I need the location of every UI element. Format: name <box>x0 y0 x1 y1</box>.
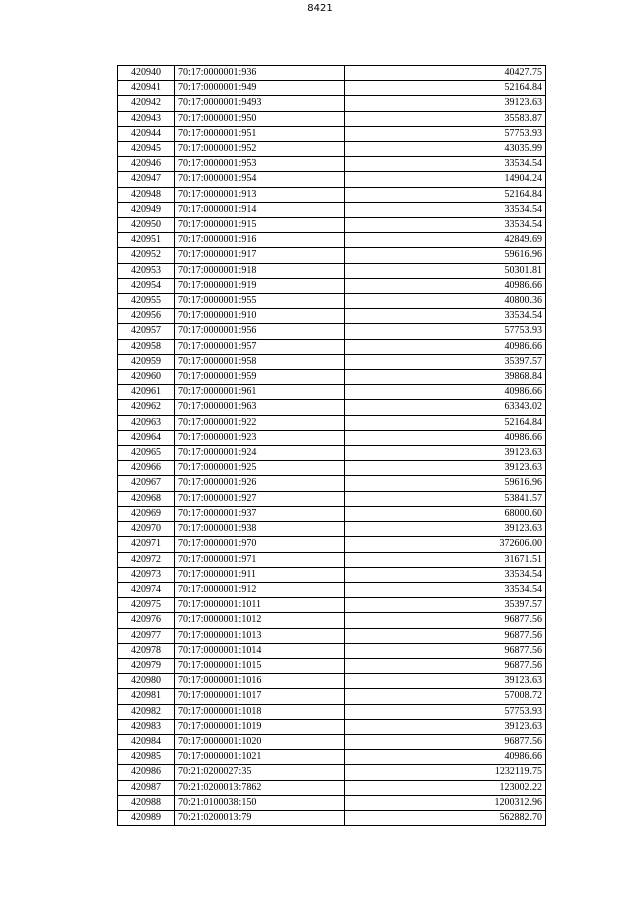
value-cell: 33534.54 <box>345 218 546 233</box>
cadastral-number-cell: 70:17:0000001:924 <box>175 446 345 461</box>
value-cell: 40427.75 <box>345 66 546 81</box>
value-cell: 57753.93 <box>345 126 546 141</box>
value-cell: 59616.96 <box>345 476 546 491</box>
table-row <box>118 187 546 202</box>
cadastral-number-cell: 70:17:0000001:1015 <box>175 658 345 673</box>
table-row <box>118 476 546 491</box>
cadastral-number-cell: 70:17:0000001:937 <box>175 506 345 521</box>
cadastral-number-cell: 70:17:0000001:915 <box>175 218 345 233</box>
row-number-cell: 420970 <box>118 522 175 537</box>
row-number-cell: 420982 <box>118 704 175 719</box>
value-cell: 35583.87 <box>345 111 546 126</box>
row-number-cell: 420980 <box>118 674 175 689</box>
row-number-cell: 420957 <box>118 324 175 339</box>
value-cell: 53841.57 <box>345 491 546 506</box>
cadastral-number-cell: 70:17:0000001:951 <box>175 126 345 141</box>
row-number-cell: 420943 <box>118 111 175 126</box>
table-row <box>118 674 546 689</box>
table-row <box>118 142 546 157</box>
row-number-cell: 420960 <box>118 370 175 385</box>
cadastral-number-cell: 70:21:0100038:150 <box>175 795 345 810</box>
row-number-cell: 420949 <box>118 202 175 217</box>
row-number-cell: 420971 <box>118 537 175 552</box>
row-number-cell: 420983 <box>118 719 175 734</box>
value-cell: 39123.63 <box>345 522 546 537</box>
row-number-cell: 420947 <box>118 172 175 187</box>
table-row <box>118 96 546 111</box>
table-row <box>118 461 546 476</box>
cadastral-number-cell: 70:17:0000001:913 <box>175 187 345 202</box>
value-cell: 50301.81 <box>345 263 546 278</box>
table-row <box>118 491 546 506</box>
table-row <box>118 430 546 445</box>
table-row <box>118 643 546 658</box>
cadastral-number-cell: 70:17:0000001:912 <box>175 582 345 597</box>
row-number-cell: 420954 <box>118 278 175 293</box>
cadastral-number-cell: 70:17:0000001:963 <box>175 400 345 415</box>
cadastral-number-cell: 70:21:0200013:7862 <box>175 780 345 795</box>
row-number-cell: 420968 <box>118 491 175 506</box>
value-cell: 96877.56 <box>345 734 546 749</box>
row-number-cell: 420969 <box>118 506 175 521</box>
value-cell: 33534.54 <box>345 157 546 172</box>
row-number-cell: 420976 <box>118 613 175 628</box>
value-cell: 123002.22 <box>345 780 546 795</box>
cadastral-number-cell: 70:17:0000001:971 <box>175 552 345 567</box>
table-row <box>118 324 546 339</box>
value-cell: 52164.84 <box>345 415 546 430</box>
cadastral-number-cell: 70:17:0000001:952 <box>175 142 345 157</box>
row-number-cell: 420977 <box>118 628 175 643</box>
table-row <box>118 628 546 643</box>
value-cell: 96877.56 <box>345 613 546 628</box>
cadastral-number-cell: 70:17:0000001:953 <box>175 157 345 172</box>
row-number-cell: 420940 <box>118 66 175 81</box>
cadastral-number-cell: 70:17:0000001:919 <box>175 278 345 293</box>
row-number-cell: 420945 <box>118 142 175 157</box>
table-row <box>118 218 546 233</box>
table-row <box>118 309 546 324</box>
table-row <box>118 385 546 400</box>
cadastral-number-cell: 70:17:0000001:1021 <box>175 750 345 765</box>
value-cell: 57753.93 <box>345 324 546 339</box>
table-row <box>118 613 546 628</box>
row-number-cell: 420961 <box>118 385 175 400</box>
cadastral-number-cell: 70:21:0200027:35 <box>175 765 345 780</box>
row-number-cell: 420963 <box>118 415 175 430</box>
table-row <box>118 339 546 354</box>
cadastral-number-cell: 70:17:0000001:961 <box>175 385 345 400</box>
table-row <box>118 552 546 567</box>
table-row <box>118 582 546 597</box>
page-number: 8421 <box>307 3 333 14</box>
value-cell: 59616.96 <box>345 248 546 263</box>
cadastral-number-cell: 70:17:0000001:926 <box>175 476 345 491</box>
row-number-cell: 420974 <box>118 582 175 597</box>
value-cell: 39123.63 <box>345 719 546 734</box>
value-cell: 40986.66 <box>345 750 546 765</box>
table-row <box>118 66 546 81</box>
row-number-cell: 420941 <box>118 81 175 96</box>
table-row <box>118 233 546 248</box>
value-cell: 562882.70 <box>345 810 546 825</box>
row-number-cell: 420973 <box>118 567 175 582</box>
cadastral-number-cell: 70:17:0000001:958 <box>175 354 345 369</box>
table-row <box>118 370 546 385</box>
table-row <box>118 780 546 795</box>
row-number-cell: 420950 <box>118 218 175 233</box>
value-cell: 40986.66 <box>345 385 546 400</box>
value-cell: 96877.56 <box>345 643 546 658</box>
table-row <box>118 658 546 673</box>
table-row <box>118 734 546 749</box>
cadastral-number-cell: 70:17:0000001:970 <box>175 537 345 552</box>
cadastral-number-cell: 70:17:0000001:922 <box>175 415 345 430</box>
value-cell: 39868.84 <box>345 370 546 385</box>
cadastral-number-cell: 70:17:0000001:1011 <box>175 598 345 613</box>
row-number-cell: 420986 <box>118 765 175 780</box>
value-cell: 1200312.96 <box>345 795 546 810</box>
row-number-cell: 420979 <box>118 658 175 673</box>
cadastral-number-cell: 70:21:0200013:79 <box>175 810 345 825</box>
value-cell: 57008.72 <box>345 689 546 704</box>
row-number-cell: 420975 <box>118 598 175 613</box>
cadastral-number-cell: 70:17:0000001:1017 <box>175 689 345 704</box>
table-row <box>118 172 546 187</box>
cadastral-number-cell: 70:17:0000001:1019 <box>175 719 345 734</box>
value-cell: 40986.66 <box>345 339 546 354</box>
row-number-cell: 420956 <box>118 309 175 324</box>
row-number-cell: 420966 <box>118 461 175 476</box>
row-number-cell: 420984 <box>118 734 175 749</box>
row-number-cell: 420944 <box>118 126 175 141</box>
table-row <box>118 750 546 765</box>
cadastral-number-cell: 70:17:0000001:9493 <box>175 96 345 111</box>
value-cell: 43035.99 <box>345 142 546 157</box>
table-row <box>118 598 546 613</box>
row-number-cell: 420987 <box>118 780 175 795</box>
cadastral-number-cell: 70:17:0000001:955 <box>175 294 345 309</box>
row-number-cell: 420953 <box>118 263 175 278</box>
table-row <box>118 446 546 461</box>
cadastral-number-cell: 70:17:0000001:959 <box>175 370 345 385</box>
table-row <box>118 415 546 430</box>
row-number-cell: 420955 <box>118 294 175 309</box>
cadastral-number-cell: 70:17:0000001:936 <box>175 66 345 81</box>
value-cell: 40800.36 <box>345 294 546 309</box>
table-row <box>118 111 546 126</box>
value-cell: 52164.84 <box>345 187 546 202</box>
value-cell: 14904.24 <box>345 172 546 187</box>
value-cell: 39123.63 <box>345 461 546 476</box>
cadastral-number-cell: 70:17:0000001:916 <box>175 233 345 248</box>
cadastral-number-cell: 70:17:0000001:923 <box>175 430 345 445</box>
table-row <box>118 248 546 263</box>
cadastral-number-cell: 70:17:0000001:950 <box>175 111 345 126</box>
cadastral-number-cell: 70:17:0000001:1018 <box>175 704 345 719</box>
table-row <box>118 81 546 96</box>
cadastral-number-cell: 70:17:0000001:1016 <box>175 674 345 689</box>
value-cell: 372606.00 <box>345 537 546 552</box>
cadastral-number-cell: 70:17:0000001:927 <box>175 491 345 506</box>
cadastral-number-cell: 70:17:0000001:956 <box>175 324 345 339</box>
cadastral-number-cell: 70:17:0000001:910 <box>175 309 345 324</box>
row-number-cell: 420946 <box>118 157 175 172</box>
value-cell: 40986.66 <box>345 430 546 445</box>
data-table <box>117 65 546 826</box>
row-number-cell: 420967 <box>118 476 175 491</box>
value-cell: 57753.93 <box>345 704 546 719</box>
table-row <box>118 263 546 278</box>
cadastral-number-cell: 70:17:0000001:1013 <box>175 628 345 643</box>
row-number-cell: 420951 <box>118 233 175 248</box>
cadastral-number-cell: 70:17:0000001:925 <box>175 461 345 476</box>
value-cell: 42849.69 <box>345 233 546 248</box>
value-cell: 39123.63 <box>345 446 546 461</box>
table-row <box>118 567 546 582</box>
cadastral-number-cell: 70:17:0000001:957 <box>175 339 345 354</box>
value-cell: 33534.54 <box>345 567 546 582</box>
value-cell: 96877.56 <box>345 628 546 643</box>
table-row <box>118 506 546 521</box>
cadastral-number-cell: 70:17:0000001:1014 <box>175 643 345 658</box>
value-cell: 1232119.75 <box>345 765 546 780</box>
table-row <box>118 765 546 780</box>
table-row <box>118 126 546 141</box>
cadastral-number-cell: 70:17:0000001:918 <box>175 263 345 278</box>
row-number-cell: 420981 <box>118 689 175 704</box>
cadastral-number-cell: 70:17:0000001:911 <box>175 567 345 582</box>
cadastral-number-cell: 70:17:0000001:938 <box>175 522 345 537</box>
table-row <box>118 522 546 537</box>
table-row <box>118 294 546 309</box>
value-cell: 52164.84 <box>345 81 546 96</box>
value-cell: 40986.66 <box>345 278 546 293</box>
value-cell: 39123.63 <box>345 96 546 111</box>
table-row <box>118 157 546 172</box>
table-row <box>118 354 546 369</box>
row-number-cell: 420964 <box>118 430 175 445</box>
cadastral-number-cell: 70:17:0000001:949 <box>175 81 345 96</box>
cadastral-number-cell: 70:17:0000001:1020 <box>175 734 345 749</box>
row-number-cell: 420959 <box>118 354 175 369</box>
table-row <box>118 810 546 825</box>
table-row <box>118 689 546 704</box>
row-number-cell: 420948 <box>118 187 175 202</box>
table-row <box>118 278 546 293</box>
row-number-cell: 420942 <box>118 96 175 111</box>
value-cell: 31671.51 <box>345 552 546 567</box>
value-cell: 33534.54 <box>345 309 546 324</box>
row-number-cell: 420985 <box>118 750 175 765</box>
table-row <box>118 202 546 217</box>
value-cell: 96877.56 <box>345 658 546 673</box>
cadastral-number-cell: 70:17:0000001:1012 <box>175 613 345 628</box>
row-number-cell: 420958 <box>118 339 175 354</box>
value-cell: 35397.57 <box>345 354 546 369</box>
table-body <box>118 66 546 826</box>
row-number-cell: 420988 <box>118 795 175 810</box>
value-cell: 63343.02 <box>345 400 546 415</box>
row-number-cell: 420989 <box>118 810 175 825</box>
cadastral-number-cell: 70:17:0000001:917 <box>175 248 345 263</box>
table-row <box>118 719 546 734</box>
cadastral-number-cell: 70:17:0000001:954 <box>175 172 345 187</box>
value-cell: 39123.63 <box>345 674 546 689</box>
table-row <box>118 400 546 415</box>
value-cell: 33534.54 <box>345 202 546 217</box>
row-number-cell: 420978 <box>118 643 175 658</box>
value-cell: 35397.57 <box>345 598 546 613</box>
table-row <box>118 795 546 810</box>
row-number-cell: 420965 <box>118 446 175 461</box>
table-row <box>118 537 546 552</box>
value-cell: 68000.60 <box>345 506 546 521</box>
value-cell: 33534.54 <box>345 582 546 597</box>
cadastral-number-cell: 70:17:0000001:914 <box>175 202 345 217</box>
row-number-cell: 420962 <box>118 400 175 415</box>
table-row <box>118 704 546 719</box>
row-number-cell: 420972 <box>118 552 175 567</box>
row-number-cell: 420952 <box>118 248 175 263</box>
